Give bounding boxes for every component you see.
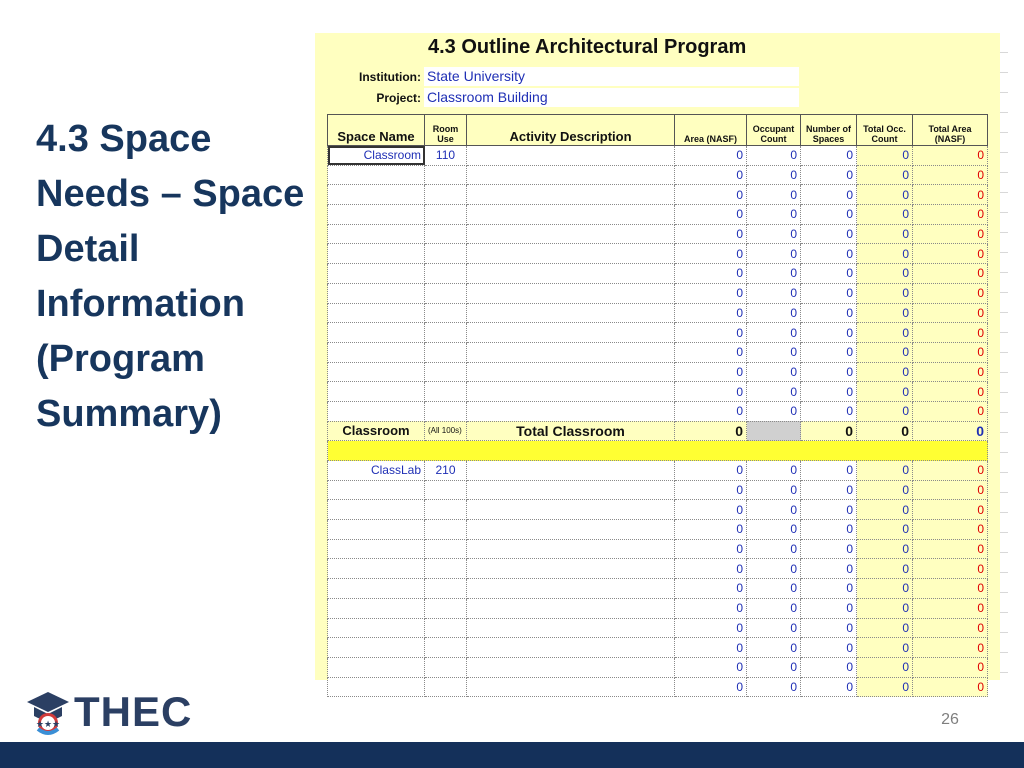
occupant-cell[interactable]: 0 [747,342,801,362]
area-cell[interactable]: 0 [675,264,747,284]
activity-cell[interactable] [467,401,675,421]
slide-title-line: Detail [36,228,140,270]
activity-cell[interactable] [467,264,675,284]
spaces-cell[interactable]: 0 [801,224,857,244]
total-area-cell: 0 [913,382,988,402]
total-occ-cell: 0 [857,264,913,284]
total-occ-cell: 0 [857,500,913,520]
occupant-cell[interactable]: 0 [747,362,801,382]
spaces-cell[interactable]: 0 [801,382,857,402]
room-use-cell[interactable] [425,520,467,540]
spaces-cell[interactable]: 0 [801,264,857,284]
table-row [328,382,988,402]
activity-cell[interactable] [467,205,675,225]
activity-cell[interactable] [467,539,675,559]
spaces-cell[interactable]: 0 [801,342,857,362]
area-cell[interactable]: 0 [675,500,747,520]
total-area-cell: 0 [913,638,988,658]
total-occ-cell: 0 [857,520,913,540]
total-occ-cell: 0 [857,559,913,579]
col-header-activity: Activity Description [467,115,675,146]
total-area-cell: 0 [913,205,988,225]
spaces-cell[interactable]: 0 [801,185,857,205]
total-occ-cell: 0 [857,657,913,677]
space-name-cell[interactable] [328,224,425,244]
table-row [328,480,988,500]
room-use-cell[interactable] [425,382,467,402]
spaces-cell[interactable]: 0 [801,579,857,599]
space-name-cell[interactable] [328,638,425,658]
total-description: Total Classroom [467,421,675,441]
area-cell[interactable]: 0 [675,638,747,658]
occupant-cell[interactable]: 0 [747,657,801,677]
total-area-cell: 0 [913,244,988,264]
spaces-cell[interactable]: 0 [801,283,857,303]
occupant-cell[interactable]: 0 [747,382,801,402]
table-row [328,539,988,559]
table-row [328,244,988,264]
slide-title-line: Summary) [36,393,222,435]
col-header-spaces: Number of Spaces [801,115,857,146]
project-label: Project: [376,91,421,105]
total-occ-cell: 0 [857,382,913,402]
total-area: 0 [675,421,747,441]
occupant-cell[interactable]: 0 [747,165,801,185]
occupant-cell[interactable]: 0 [747,559,801,579]
total-area-cell: 0 [913,401,988,421]
occupant-cell[interactable]: 0 [747,283,801,303]
spaces-cell[interactable]: 0 [801,165,857,185]
space-name-cell[interactable] [328,205,425,225]
section-classlab [328,461,988,697]
area-cell[interactable]: 0 [675,598,747,618]
total-occ-cell: 0 [857,401,913,421]
section-classroom [328,146,988,422]
total-spaces: 0 [801,421,857,441]
activity-cell[interactable] [467,244,675,264]
occupant-cell[interactable]: 0 [747,185,801,205]
program-table [327,114,988,697]
spaces-cell[interactable]: 0 [801,618,857,638]
table-row [328,185,988,205]
activity-cell[interactable] [467,559,675,579]
space-name-cell[interactable] [328,559,425,579]
table-row [328,579,988,599]
area-cell[interactable]: 0 [675,323,747,343]
activity-cell[interactable] [467,480,675,500]
area-cell[interactable]: 0 [675,362,747,382]
space-name-cell[interactable] [328,579,425,599]
total-occ-cell: 0 [857,224,913,244]
area-cell[interactable]: 0 [675,618,747,638]
spaces-cell[interactable]: 0 [801,520,857,540]
total-area-cell: 0 [913,618,988,638]
occupant-cell[interactable]: 0 [747,579,801,599]
activity-cell[interactable] [467,500,675,520]
spaces-cell[interactable]: 0 [801,500,857,520]
occupant-cell[interactable]: 0 [747,303,801,323]
sheet-title: 4.3 Outline Architectural Program [428,36,747,58]
table-row [328,598,988,618]
total-area-cell: 0 [913,323,988,343]
area-cell[interactable]: 0 [675,461,747,481]
col-header-total-occ: Total Occ. Count [857,115,913,146]
total-room-use: (All 100s) [425,421,467,441]
area-cell[interactable]: 0 [675,401,747,421]
room-use-cell[interactable] [425,205,467,225]
occupant-cell[interactable]: 0 [747,224,801,244]
total-occ-cell: 0 [857,362,913,382]
table-row [328,638,988,658]
space-name-cell[interactable] [328,657,425,677]
col-header-occupant: Occupant Count [747,115,801,146]
space-name-cell[interactable] [328,185,425,205]
total-area-cell: 0 [913,480,988,500]
activity-cell[interactable] [467,677,675,697]
space-name-cell[interactable] [328,598,425,618]
total-area-cell: 0 [913,185,988,205]
room-use-cell[interactable]: 110 [425,146,467,166]
occupant-cell[interactable]: 0 [747,539,801,559]
occupant-cell[interactable]: 0 [747,264,801,284]
spaces-cell[interactable]: 0 [801,461,857,481]
total-area-cell: 0 [913,539,988,559]
total-occ-cell: 0 [857,618,913,638]
total-area-cell: 0 [913,264,988,284]
slide-title [36,112,316,442]
room-use-cell[interactable] [425,539,467,559]
table-row [328,224,988,244]
logo-wordmark: THEC [74,688,193,735]
space-name-cell[interactable] [328,401,425,421]
activity-cell[interactable] [467,657,675,677]
occupant-cell[interactable]: 0 [747,323,801,343]
activity-cell[interactable] [467,303,675,323]
total-occ-cell: 0 [857,205,913,225]
space-name-cell[interactable]: ClassLab [328,461,425,481]
room-use-cell[interactable] [425,224,467,244]
total-occ-cell: 0 [857,480,913,500]
activity-cell[interactable] [467,323,675,343]
spaces-cell[interactable]: 0 [801,323,857,343]
activity-cell[interactable] [467,146,675,166]
space-name-cell[interactable] [328,165,425,185]
occupant-cell[interactable]: 0 [747,461,801,481]
space-name-cell[interactable] [328,323,425,343]
section-separator [328,441,988,461]
total-occ-count: 0 [857,421,913,441]
total-occ-cell: 0 [857,461,913,481]
total-occ-cell: 0 [857,323,913,343]
space-name-cell[interactable] [328,342,425,362]
room-use-cell[interactable] [425,638,467,658]
activity-cell[interactable] [467,224,675,244]
space-name-cell[interactable] [328,500,425,520]
total-area-cell: 0 [913,146,988,166]
spaces-cell[interactable]: 0 [801,146,857,166]
area-cell[interactable]: 0 [675,303,747,323]
total-area-cell: 0 [913,303,988,323]
occupant-cell[interactable]: 0 [747,401,801,421]
room-use-cell[interactable] [425,598,467,618]
col-header-space-name: Space Name [328,115,425,146]
spaces-cell[interactable]: 0 [801,657,857,677]
total-total-area: 0 [913,421,988,441]
table-row [328,559,988,579]
room-use-cell[interactable] [425,480,467,500]
total-area-cell: 0 [913,500,988,520]
total-occ-cell: 0 [857,146,913,166]
project-field[interactable]: Classroom Building [424,88,799,107]
total-row [328,421,988,441]
activity-cell[interactable] [467,461,675,481]
table-row [328,342,988,362]
space-name-cell[interactable] [328,264,425,284]
activity-cell[interactable] [467,598,675,618]
space-name-cell[interactable] [328,677,425,697]
total-occ-cell: 0 [857,244,913,264]
space-name-cell[interactable] [328,362,425,382]
occupant-cell[interactable]: 0 [747,500,801,520]
room-use-cell[interactable] [425,323,467,343]
room-use-cell[interactable] [425,283,467,303]
spaces-cell[interactable]: 0 [801,559,857,579]
area-cell[interactable]: 0 [675,579,747,599]
total-area-cell: 0 [913,362,988,382]
total-occ-cell: 0 [857,539,913,559]
space-name-cell[interactable] [328,283,425,303]
total-occ-cell: 0 [857,185,913,205]
sheet-scroll-edge [1000,33,1008,680]
total-area-cell: 0 [913,559,988,579]
total-occ-cell: 0 [857,677,913,697]
total-occupant-blank [747,421,801,441]
occupant-cell[interactable]: 0 [747,205,801,225]
room-use-cell[interactable] [425,244,467,264]
total-occ-cell: 0 [857,598,913,618]
col-header-area: Area (NASF) [675,115,747,146]
space-name-cell[interactable] [328,539,425,559]
spaces-cell[interactable]: 0 [801,677,857,697]
room-use-cell[interactable] [425,677,467,697]
area-cell[interactable]: 0 [675,520,747,540]
occupant-cell[interactable]: 0 [747,618,801,638]
space-name-cell[interactable]: Classroom [328,146,425,166]
room-use-cell[interactable] [425,342,467,362]
spreadsheet-image [315,33,1000,694]
occupant-cell[interactable]: 0 [747,598,801,618]
thec-logo [26,688,226,736]
area-cell[interactable]: 0 [675,657,747,677]
col-header-total-area: Total Area (NASF) [913,115,988,146]
graduation-cap-icon [26,690,70,736]
room-use-cell[interactable] [425,657,467,677]
col-header-room-use: Room Use [425,115,467,146]
occupant-cell[interactable]: 0 [747,480,801,500]
area-cell[interactable]: 0 [675,342,747,362]
table-row [328,264,988,284]
activity-cell[interactable] [467,579,675,599]
table-row [328,657,988,677]
spaces-cell[interactable]: 0 [801,303,857,323]
area-cell[interactable]: 0 [675,539,747,559]
total-space-name: Classroom [328,421,425,441]
area-cell[interactable]: 0 [675,283,747,303]
occupant-cell[interactable]: 0 [747,677,801,697]
area-cell[interactable]: 0 [675,382,747,402]
room-use-cell[interactable] [425,579,467,599]
room-use-cell[interactable] [425,500,467,520]
table-row [328,283,988,303]
total-area-cell: 0 [913,461,988,481]
area-cell[interactable]: 0 [675,185,747,205]
total-occ-cell: 0 [857,303,913,323]
section-classroom-total [328,421,988,460]
spaces-cell[interactable]: 0 [801,598,857,618]
total-area-cell: 0 [913,165,988,185]
total-occ-cell: 0 [857,283,913,303]
occupant-cell[interactable]: 0 [747,146,801,166]
space-name-cell[interactable] [328,244,425,264]
table-row [328,461,988,481]
table-row [328,500,988,520]
room-use-cell[interactable] [425,165,467,185]
spaces-cell[interactable]: 0 [801,638,857,658]
occupant-cell[interactable]: 0 [747,520,801,540]
activity-cell[interactable] [467,342,675,362]
slide-title-line: Needs – Space [36,173,305,215]
activity-cell[interactable] [467,618,675,638]
total-area-cell: 0 [913,579,988,599]
room-use-cell[interactable] [425,185,467,205]
room-use-cell[interactable] [425,362,467,382]
table-header-row [328,115,988,146]
total-occ-cell: 0 [857,579,913,599]
slide-title-line: (Program [36,338,205,380]
spaces-cell[interactable]: 0 [801,205,857,225]
page-number: 26 [941,711,959,728]
room-use-cell[interactable] [425,559,467,579]
area-cell[interactable]: 0 [675,244,747,264]
table-row [328,401,988,421]
institution-field[interactable]: State University [424,67,799,86]
spaces-cell[interactable]: 0 [801,244,857,264]
svg-text:★★★: ★★★ [35,720,61,730]
activity-cell[interactable] [467,520,675,540]
table-row [328,205,988,225]
room-use-cell[interactable] [425,264,467,284]
total-occ-cell: 0 [857,342,913,362]
footer-bar [0,742,1024,768]
total-area-cell: 0 [913,283,988,303]
space-name-cell[interactable] [328,520,425,540]
occupant-cell[interactable]: 0 [747,244,801,264]
total-area-cell: 0 [913,224,988,244]
table-row [328,677,988,697]
spaces-cell[interactable]: 0 [801,401,857,421]
table-row [328,520,988,540]
activity-cell[interactable] [467,165,675,185]
room-use-cell[interactable] [425,303,467,323]
table-row [328,303,988,323]
spaces-cell[interactable]: 0 [801,480,857,500]
total-area-cell: 0 [913,677,988,697]
area-cell[interactable]: 0 [675,559,747,579]
area-cell[interactable]: 0 [675,146,747,166]
room-use-cell[interactable]: 210 [425,461,467,481]
space-name-cell[interactable] [328,303,425,323]
space-name-cell[interactable] [328,480,425,500]
table-row [328,323,988,343]
total-area-cell: 0 [913,657,988,677]
area-cell[interactable]: 0 [675,205,747,225]
table-row [328,146,988,166]
table-row [328,165,988,185]
room-use-cell[interactable] [425,401,467,421]
spaces-cell[interactable]: 0 [801,362,857,382]
space-name-cell[interactable] [328,382,425,402]
slide-title-line: Information [36,283,245,325]
activity-cell[interactable] [467,283,675,303]
total-area-cell: 0 [913,342,988,362]
activity-cell[interactable] [467,185,675,205]
total-occ-cell: 0 [857,165,913,185]
activity-cell[interactable] [467,638,675,658]
table-row [328,618,988,638]
table-row [328,362,988,382]
area-cell[interactable]: 0 [675,224,747,244]
total-occ-cell: 0 [857,638,913,658]
area-cell[interactable]: 0 [675,480,747,500]
room-use-cell[interactable] [425,618,467,638]
activity-cell[interactable] [467,362,675,382]
area-cell[interactable]: 0 [675,165,747,185]
slide-title-line: 4.3 Space [36,118,212,160]
occupant-cell[interactable]: 0 [747,638,801,658]
total-area-cell: 0 [913,598,988,618]
total-area-cell: 0 [913,520,988,540]
spaces-cell[interactable]: 0 [801,539,857,559]
space-name-cell[interactable] [328,618,425,638]
area-cell[interactable]: 0 [675,677,747,697]
institution-label: Institution: [359,70,421,84]
activity-cell[interactable] [467,382,675,402]
